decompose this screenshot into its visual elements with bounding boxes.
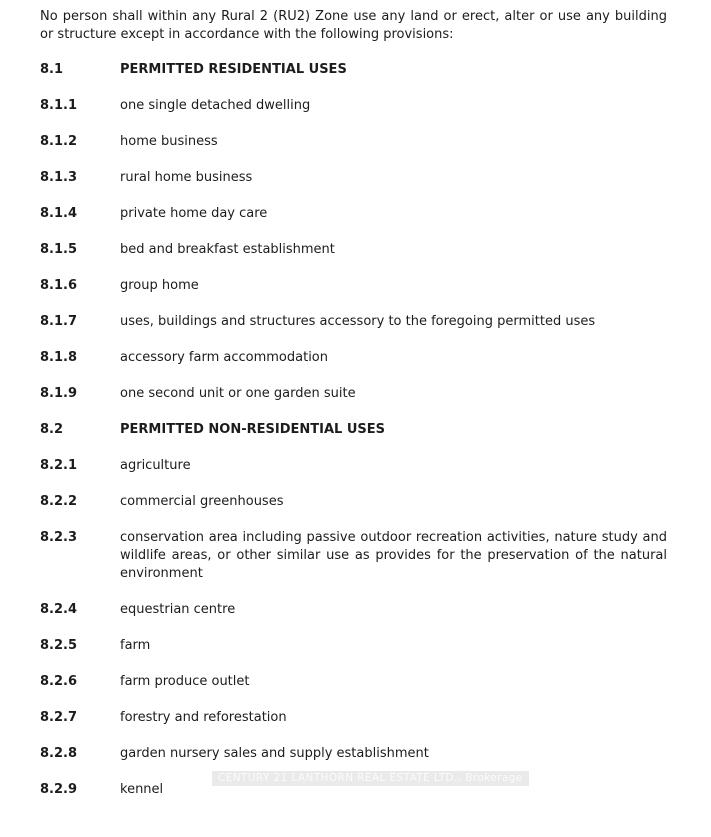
item-number: 8.2.2 [40,494,78,509]
item-number: 8.2.8 [40,746,78,761]
section-number: 8.1 [40,62,64,77]
item-text: kennel [120,782,164,797]
list-item [40,385,667,403]
list-item [40,637,667,655]
list-item [40,709,667,727]
list-item [40,133,667,151]
item-number: 8.1.9 [40,386,78,401]
section-title: PERMITTED NON-RESIDENTIAL USES [120,422,386,437]
item-text: farm [120,638,151,653]
item-text: one second unit or one garden suite [120,386,356,401]
list-item [40,601,667,619]
item-number: 8.1.4 [40,206,78,221]
item-number: 8.2.4 [40,602,78,617]
list-item [40,169,667,187]
item-number: 8.1.1 [40,98,78,113]
item-text: farm produce outlet [120,674,250,689]
item-text: group home [120,278,199,293]
section-number: 8.2 [40,422,64,437]
list-item [40,493,667,511]
item-number: 8.1.3 [40,170,78,185]
list-item [40,205,667,223]
list-item [40,97,667,115]
item-number: 8.2.7 [40,710,78,725]
list-item [40,457,667,475]
list-item [40,745,667,763]
section-title: PERMITTED RESIDENTIAL USES [120,62,347,77]
section-heading-8-1 [40,61,667,79]
list-item [40,673,667,691]
item-text: accessory farm accommodation [120,350,328,365]
item-text: rural home business [120,170,253,185]
item-number: 8.2.9 [40,782,78,797]
list-item [40,241,667,259]
list-item [40,313,667,331]
section-heading-8-2 [40,421,667,439]
intro-paragraph: No person shall within any Rural 2 (RU2) Zone use any land or erect, alter or use any building or structure except in accordance with the following provisions: [40,9,667,42]
item-number: 8.1.5 [40,242,78,257]
item-text: forestry and reforestation [120,710,287,725]
item-text: home business [120,134,218,149]
item-number: 8.2.6 [40,674,78,689]
item-text: conservation area including passive outdoor recreation activities, nature study and wildlife areas, or other similar use as provides for the preservation of the natural environment [120,530,667,581]
item-number: 8.1.8 [40,350,78,365]
item-text: bed and breakfast establishment [120,242,335,257]
item-text: uses, buildings and structures accessory to the foregoing permitted uses [120,314,596,329]
item-number: 8.2.5 [40,638,78,653]
list-item [40,277,667,295]
brokerage-watermark: CENTURY 21 LANTHORN REAL ESTATE LTD., Brokerage [212,771,529,786]
item-number: 8.2.3 [40,530,78,545]
item-text: one single detached dwelling [120,98,311,113]
item-text: garden nursery sales and supply establishment [120,746,429,761]
item-number: 8.2.1 [40,458,78,473]
list-item [40,349,667,367]
item-text: commercial greenhouses [120,494,284,509]
item-text: private home day care [120,206,268,221]
item-number: 8.1.2 [40,134,78,149]
item-text: agriculture [120,458,191,473]
item-text: equestrian centre [120,602,236,617]
item-number: 8.1.6 [40,278,78,293]
item-number: 8.1.7 [40,314,78,329]
list-item [40,529,667,583]
